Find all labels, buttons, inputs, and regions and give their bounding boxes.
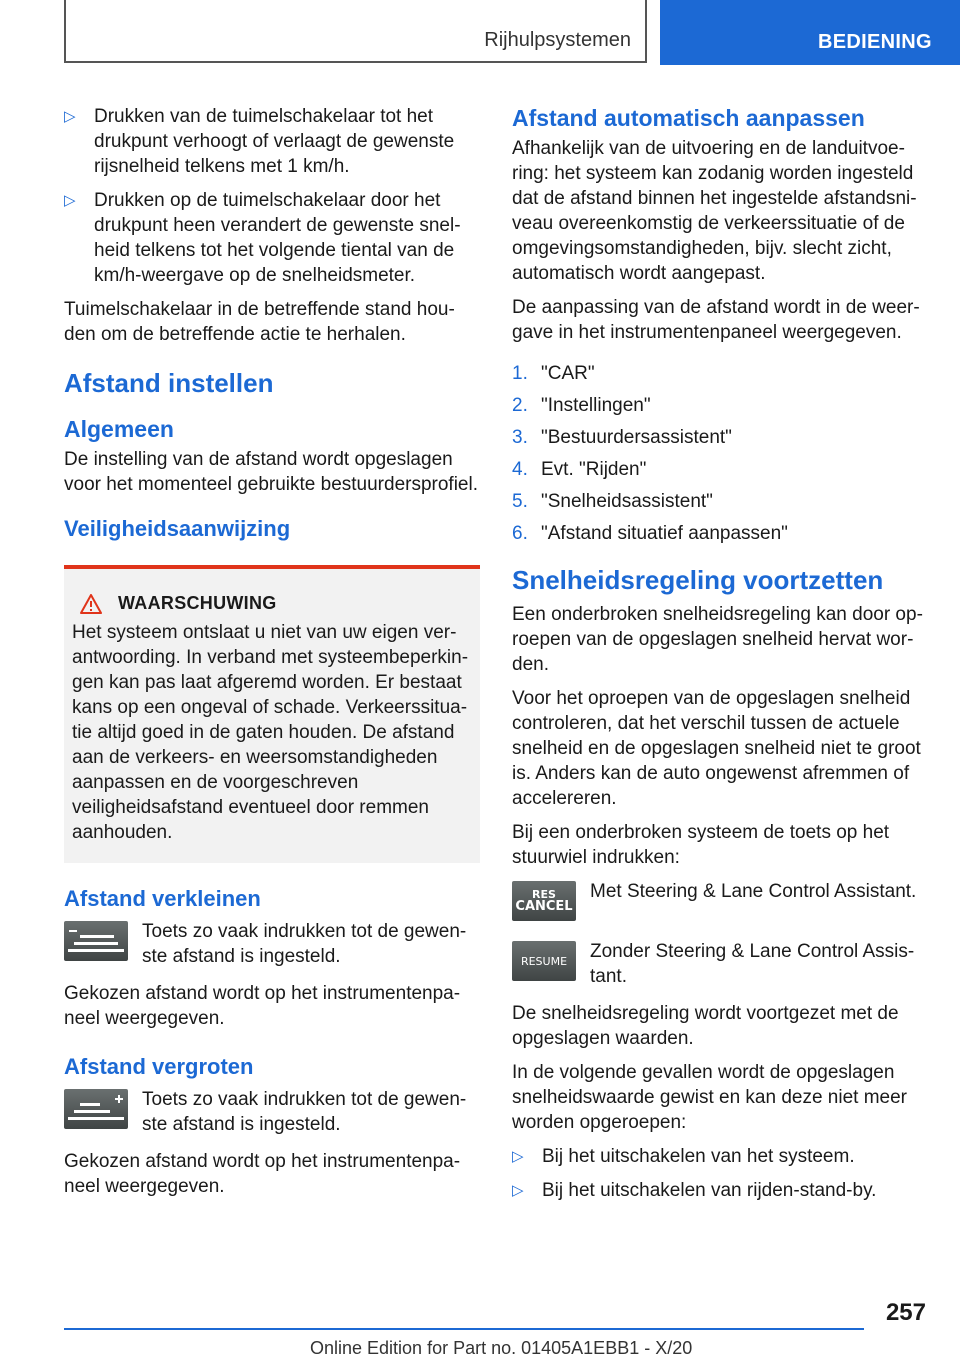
verkleinen-row <box>64 919 480 969</box>
res-label: RES <box>532 887 556 901</box>
left-column <box>64 104 480 1208</box>
bullet-text: Bij het uitschakelen van rijden-stand-by. <box>542 1180 877 1201</box>
step-number: 1. <box>512 363 528 384</box>
vergroten-text: Toets zo vaak indrukken tot de gewenste afstand is ingesteld. <box>142 1089 467 1135</box>
paragraph: Tuimelschakelaar in de betreffende stand houden om de betreffende actie te herhalen. <box>64 299 455 345</box>
res-cancel-row <box>512 879 928 921</box>
chapter-tab[interactable] <box>660 0 960 65</box>
step-text: "Afstand situatief aanpassen" <box>541 523 788 544</box>
triangle-bullet-icon: ▷ <box>64 192 76 209</box>
heading-afstand-instellen: Afstand instellen <box>64 368 274 398</box>
list-item <box>64 104 480 179</box>
numbered-step <box>512 521 928 546</box>
warning-header <box>72 591 472 616</box>
section-title: Rijhulpsystemen <box>484 29 631 51</box>
paragraph: Voor het oproepen van de opgeslagen snelheid controleren, dat het verschil tussen de actuele snelheid en de opgeslagen snelheid niet te groot is. Anders kan de auto ongewenst afremmen of accelereren. <box>512 688 921 809</box>
step-text: "Bestuurdersassistent" <box>541 427 732 448</box>
footer-divider <box>64 1328 864 1330</box>
res-cancel-button-icon <box>512 881 576 921</box>
warning-title: WAARSCHUWING <box>118 593 277 613</box>
vergroten-row <box>64 1087 480 1137</box>
warning-text: Het systeem ontslaat u niet van uw eigen verantwoording. In verband met systeembeperkingen kan pas laat afgeremd worden. Er bestaat kans op een ongeval of schade. Verkeerssituatie altijd goed in de gaten houden. De afstand aan de verkeers- en weersomstandigheden aanpassen en de voorgeschreven veiligheidsafstand eventueel door remmen aanhouden. <box>72 622 469 843</box>
step-text: "Snelheidsassistent" <box>541 491 713 512</box>
resume-label: RESUME <box>520 954 568 968</box>
step-text: Evt. "Rijden" <box>541 459 647 480</box>
paragraph: In de volgende gevallen wordt de opgeslagen snelheidswaarde gewist en kan deze niet meer worden opgeroepen: <box>512 1062 908 1133</box>
step-number: 5. <box>512 491 528 512</box>
distance-increase-button-icon <box>64 1089 128 1129</box>
step-text: "CAR" <box>541 363 595 384</box>
footer-edition: Online Edition for Part no. 01405A1EBB1 - X/20 <box>310 1338 693 1358</box>
list-item <box>512 1178 928 1203</box>
paragraph: Een onderbroken snelheidsregeling kan door oproepen van de opgeslagen snelheid hervat worden. <box>512 604 923 675</box>
paragraph: Gekozen afstand wordt op het instrumentenpaneel weergegeven. <box>64 1151 461 1197</box>
heading-afstand-automatisch: Afstand automatisch aanpassen <box>512 105 865 131</box>
bullet-text: Drukken op de tuimelschakelaar door het drukpunt heen verandert de gewenste snelheid telkens tot het volgende tiental van de km/h-weergave op de snelheidsmeter. <box>94 190 461 286</box>
heading-afstand-verkleinen: Afstand verkleinen <box>64 886 261 911</box>
numbered-step <box>512 457 928 482</box>
bullet-text: Bij het uitschakelen van het systeem. <box>542 1146 855 1167</box>
numbered-step <box>512 393 928 418</box>
heading-veiligheidsaanwijzing: Veiligheidsaanwijzing <box>64 516 291 541</box>
paragraph: De aanpassing van de afstand wordt in de weergave in het instrumentenpaneel weergegeven. <box>512 297 920 343</box>
verkleinen-text: Toets zo vaak indrukken tot de gewenste afstand is ingesteld. <box>142 921 467 967</box>
step-number: 4. <box>512 459 528 480</box>
resume-row <box>512 939 928 989</box>
numbered-step <box>512 425 928 450</box>
header-frame <box>64 0 647 63</box>
right-column <box>512 104 928 1212</box>
heading-afstand-vergroten: Afstand vergroten <box>64 1054 254 1079</box>
numbered-step <box>512 489 928 514</box>
chapter-label: BEDIENING <box>818 31 932 53</box>
triangle-bullet-icon: ▷ <box>512 1148 524 1165</box>
paragraph: Bij een onderbroken systeem de toets op het stuurwiel indrukken: <box>512 822 890 868</box>
numbered-step <box>512 361 928 386</box>
paragraph: De snelheidsregeling wordt voortgezet met de opgeslagen waarden. <box>512 1003 899 1049</box>
list-item <box>64 188 480 288</box>
step-number: 3. <box>512 427 528 448</box>
resume-button-icon <box>512 941 576 981</box>
heading-algemeen: Algemeen <box>64 416 174 442</box>
paragraph: De instelling van de afstand wordt opgeslagen voor het momenteel gebruikte bestuurdersprofiel. <box>64 449 479 495</box>
heading-snelheidsregeling-voortzetten: Snelheidsregeling voortzetten <box>512 565 884 595</box>
bullet-text: Drukken van de tuimelschakelaar tot het drukpunt verhoogt of verlaagt de gewenste rijsnelheid telkens met 1 km/h. <box>94 106 455 177</box>
triangle-bullet-icon: ▷ <box>512 1182 524 1199</box>
distance-decrease-button-icon <box>64 921 128 961</box>
warning-triangle-icon <box>80 594 102 614</box>
step-number: 6. <box>512 523 528 544</box>
res-cancel-text: Met Steering & Lane Control Assistant. <box>590 881 917 902</box>
cancel-label: CANCEL <box>515 898 573 914</box>
paragraph: Afhankelijk van de uitvoering en de landuitvoering: het systeem kan zodanig worden ingesteld dat de afstand binnen het ingestelde afstandsniveau overeenkomstig de verkeerssituatie of de omgevingsomstandigheden, bijv. slecht zicht, automatisch wordt aangepast. <box>512 138 917 284</box>
step-number: 2. <box>512 395 528 416</box>
paragraph: Gekozen afstand wordt op het instrumentenpaneel weergegeven. <box>64 983 461 1029</box>
warning-box <box>64 565 480 863</box>
step-text: "Instellingen" <box>541 395 651 416</box>
triangle-bullet-icon: ▷ <box>64 108 76 125</box>
resume-text: Zonder Steering & Lane Control Assistant. <box>590 941 915 987</box>
list-item <box>512 1144 928 1169</box>
page-number: 257 <box>885 1299 926 1326</box>
